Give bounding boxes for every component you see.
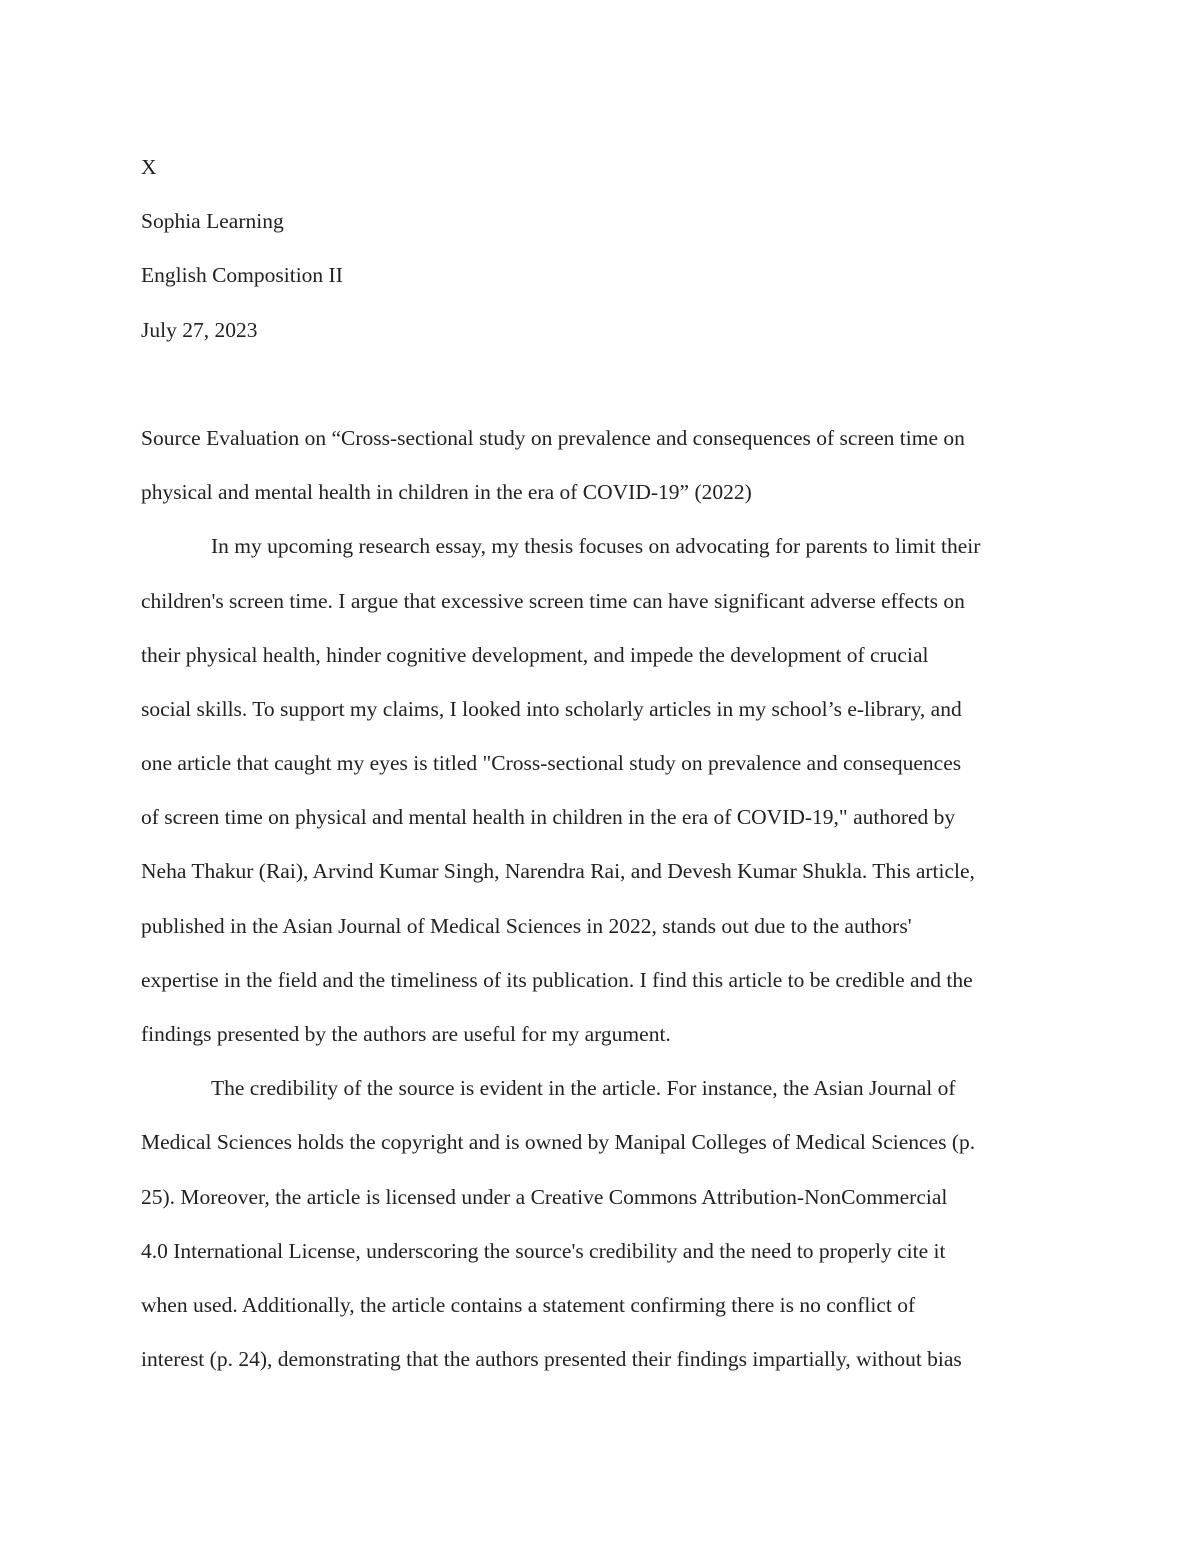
document-body bbox=[141, 140, 1057, 1386]
paragraph-1-line: published in the Asian Journal of Medical Sciences in 2022, stands out due to the authors' bbox=[141, 913, 912, 938]
paragraph-1-line: findings presented by the authors are useful for my argument. bbox=[141, 1022, 671, 1046]
paragraph-2-line: 25). Moreover, the article is licensed under a Creative Commons Attribution-NonCommercial bbox=[141, 1184, 948, 1209]
paragraph-1 bbox=[141, 519, 1057, 1061]
paragraph-1-line: their physical health, hinder cognitive development, and impede the development of crucial bbox=[141, 642, 929, 667]
paragraph-2 bbox=[141, 1061, 1057, 1386]
blank-line bbox=[141, 357, 1057, 411]
paragraph-1-line: children's screen time. I argue that excessive screen time can have significant adverse effects on bbox=[141, 588, 965, 613]
institution-name: Sophia Learning bbox=[141, 209, 284, 234]
course-name: English Composition II bbox=[141, 263, 343, 288]
paragraph-1-line: Neha Thakur (Rai), Arvind Kumar Singh, Narendra Rai, and Devesh Kumar Shukla. This article, bbox=[141, 859, 975, 884]
author-name: X bbox=[141, 155, 157, 179]
paragraph-2-line: interest (p. 24), demonstrating that the authors presented their findings impartially, without bias bbox=[141, 1347, 962, 1372]
document-date: July 27, 2023 bbox=[141, 317, 258, 342]
paragraph-2-line: Medical Sciences holds the copyright and is owned by Manipal Colleges of Medical Sciences (p. bbox=[141, 1130, 976, 1155]
paragraph-2-line: 4.0 International License, underscoring the source's credibility and the need to properly cite it bbox=[141, 1238, 946, 1263]
paragraph-2-line: The credibility of the source is evident in the article. For instance, the Asian Journal of bbox=[211, 1076, 956, 1101]
document-title-line-1: Source Evaluation on “Cross-sectional study on prevalence and consequences of screen time on bbox=[141, 425, 965, 450]
paragraph-1-line: expertise in the field and the timeliness of its publication. I find this article to be credible and the bbox=[141, 967, 973, 992]
document-title-line-2: physical and mental health in children in the era of COVID-19” (2022) bbox=[141, 480, 752, 505]
paragraph-1-line: In my upcoming research essay, my thesis focuses on advocating for parents to limit their bbox=[211, 534, 981, 559]
paragraph-1-line: one article that caught my eyes is titled "Cross-sectional study on prevalence and consequences bbox=[141, 751, 962, 776]
paragraph-1-line: of screen time on physical and mental health in children in the era of COVID-19," authored by bbox=[141, 805, 956, 830]
paragraph-2-line: when used. Additionally, the article contains a statement confirming there is no conflict of bbox=[141, 1292, 916, 1317]
paragraph-1-line: social skills. To support my claims, I looked into scholarly articles in my school’s e-library, and bbox=[141, 696, 962, 721]
